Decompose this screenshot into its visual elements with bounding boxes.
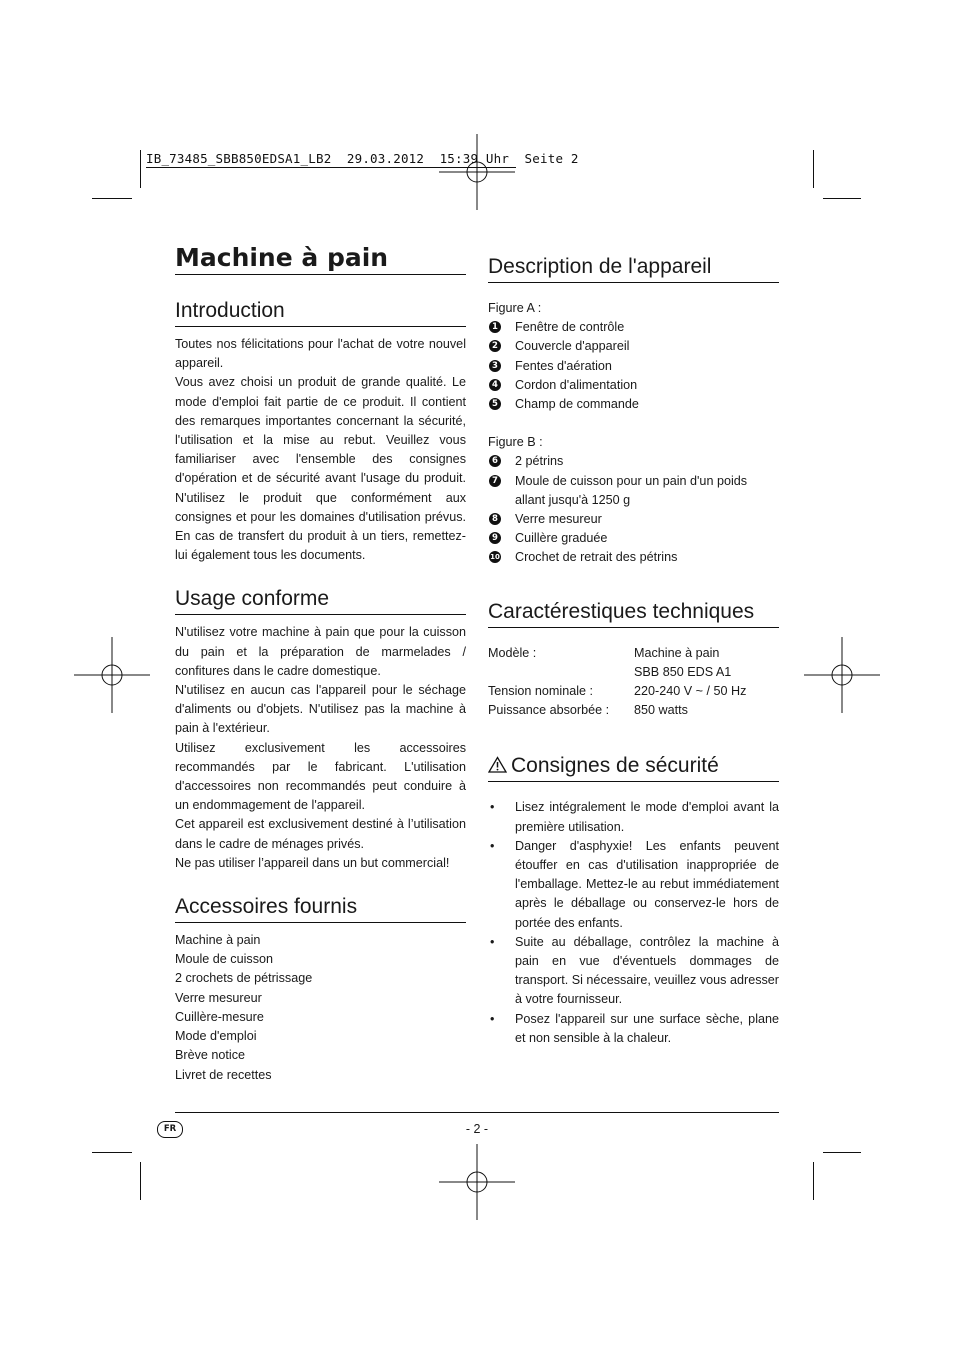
introduction-heading: Introduction [175, 297, 466, 327]
table-row [488, 663, 779, 682]
list-item: Machine à pain [175, 933, 261, 948]
crop-mark [823, 198, 861, 199]
table-row [488, 701, 779, 720]
crop-mark [140, 150, 141, 188]
list-item [488, 798, 779, 836]
crop-mark [140, 1162, 141, 1200]
table-row [488, 682, 779, 701]
safety-heading-text: Consignes de sécurité [511, 754, 719, 778]
figure-a-list [488, 318, 779, 414]
spec-value: 850 watts [634, 703, 688, 718]
usage-heading: Usage conforme [175, 585, 466, 615]
description-heading: Description de l'appareil [488, 253, 779, 283]
usage-paragraph: N'utilisez votre machine à pain que pour la cuisson du pain et la préparation de marmelades / confitures dans le cadre domestique. [175, 625, 466, 678]
bullet: • [490, 838, 495, 853]
warning-icon [488, 756, 507, 773]
spec-value: Machine à pain [634, 645, 720, 660]
usage-paragraph: Utilisez exclusivement les accessoires recommandés par le fabricant. L'utilisation d'accessoires non recommandés peut conduire à un endommagement de l'appareil. [175, 740, 466, 813]
item-text: Cordon d'alimentation [515, 377, 638, 392]
registration-mark-icon [439, 1144, 515, 1220]
introduction-body [175, 335, 466, 565]
print-slug: IB_73485_SBB850EDSA1_LB2 29.03.2012 15:39 Uhr Seite 2 [146, 151, 579, 166]
list-item: Mode d'emploi [175, 1029, 257, 1044]
number-badge: 9 [489, 532, 501, 544]
description-body [488, 299, 779, 568]
usage-paragraph: Cet appareil est exclusivement destiné à l’utilisation dans le cadre de ménages privés. [175, 817, 466, 851]
number-badge: 4 [489, 379, 501, 391]
usage-paragraph: Ne pas utiliser l’appareil dans un but commercial! [175, 855, 450, 870]
list-item: 2 crochets de pétrissage [175, 971, 313, 986]
spec-label: Modèle : [488, 645, 537, 660]
page-number: - 2 - [465, 1122, 489, 1136]
list-item: Cuillère-mesure [175, 1009, 264, 1024]
list-item: Moule de cuisson [175, 952, 274, 967]
spec-value: SBB 850 EDS A1 [634, 664, 732, 679]
introduction-paragraph: Vous avez choisi un produit de grande qualité. Le mode d'emploi fait partie de ce produit. Il contient des remarques importantes concernant la sécurité, l'utilisation et la mise au rebut. Veuillez vous familiariser avec l'ensemble des consignes d'opération et de sécurité avant l'usage du produit. N'utilisez le produit que conformément aux consignes et pour les domaines d'utilisation prévus. En cas de transfert du produit à un tiers, remettez-lui également tous les documents. [175, 375, 466, 563]
list-item [488, 529, 779, 548]
number-badge: 1 [489, 321, 501, 333]
list-item [488, 318, 779, 337]
list-item [488, 1010, 779, 1048]
list-item [488, 452, 779, 471]
specs-table [488, 644, 779, 721]
item-text: Couvercle d'appareil [515, 339, 630, 354]
crop-mark [92, 1152, 132, 1153]
list-item [488, 548, 779, 567]
list-item [488, 395, 779, 414]
crop-mark [823, 1152, 861, 1153]
figure-b-label: Figure B : [488, 435, 543, 450]
number-badge: 2 [489, 340, 501, 352]
safety-heading [488, 752, 779, 782]
language-badge: FR [157, 1121, 183, 1138]
list-item [488, 510, 779, 529]
slug-underline [146, 167, 516, 168]
item-text: Suite au déballage, contrôlez la machine à pain en vue d'éventuels dommages de transport. Si nécessaire, veuillez vous adresser à votre fournisseur. [515, 934, 779, 1007]
item-text: Champ de commande [515, 397, 639, 412]
left-column [175, 242, 466, 1085]
spec-label: Puissance absorbée : [488, 703, 610, 718]
number-badge: 8 [489, 513, 501, 525]
spec-label: Tension nominale : [488, 684, 594, 699]
accessories-list [175, 931, 466, 1085]
accessories-heading: Accessoires fournis [175, 893, 466, 923]
list-item: Livret de recettes [175, 1067, 272, 1082]
table-row [488, 644, 779, 663]
page-title: Machine à pain [175, 242, 466, 275]
crop-mark [813, 150, 814, 188]
safety-list [488, 798, 779, 1048]
item-text: Fenêtre de contrôle [515, 320, 625, 335]
registration-mark-icon [804, 637, 880, 713]
item-text: Cuillère graduée [515, 531, 608, 546]
item-text: 2 pétrins [515, 454, 564, 469]
list-item [488, 357, 779, 376]
usage-body [175, 623, 466, 873]
item-text: Lisez intégralement le mode d'emploi avant la première utilisation. [515, 800, 779, 834]
list-item [488, 337, 779, 356]
spec-label [488, 663, 634, 682]
number-badge: 5 [489, 398, 501, 410]
number-badge: 10 [490, 553, 500, 562]
bullet: • [490, 934, 495, 949]
item-text: Verre mesureur [515, 512, 602, 527]
right-column [488, 253, 779, 1048]
number-badge: 3 [489, 360, 501, 372]
list-item: Brève notice [175, 1048, 246, 1063]
bullet: • [490, 1011, 495, 1026]
figure-b-list [488, 452, 779, 567]
list-item [488, 837, 779, 933]
figure-a-label: Figure A : [488, 301, 542, 315]
item-text: Fentes d'aération [515, 358, 612, 373]
registration-mark-icon [439, 134, 515, 210]
number-badge: 7 [489, 475, 501, 487]
crop-mark [92, 198, 132, 199]
item-text: Crochet de retrait des pétrins [515, 550, 678, 565]
footer-divider [175, 1112, 779, 1113]
list-item [488, 933, 779, 1010]
item-text: Moule de cuisson pour un pain d'un poids allant jusqu'à 1250 g [515, 473, 748, 507]
usage-paragraph: N'utilisez en aucun cas l'appareil pour le séchage d'aliments ou d'objets. N'utilisez pas la machine à pain à l'extérieur. [175, 683, 466, 736]
item-text: Danger d'asphyxie! Les enfants peuvent étouffer en cas d'utilisation inappropriée de l'emballage. Mettez-le au rebut immédiatement après le déballage ou conservez-le hors de portée des enfants. [515, 838, 779, 930]
bullet: • [490, 800, 495, 815]
specs-heading: Caractérestiques techniques [488, 598, 779, 628]
item-text: Posez l'appareil sur une surface sèche, plane et non sensible à la chaleur. [515, 1011, 779, 1045]
list-item: Verre mesureur [175, 990, 262, 1005]
spec-value: 220-240 V ~ / 50 Hz [634, 684, 747, 699]
list-item [488, 472, 779, 510]
introduction-paragraph: Toutes nos félicitations pour l'achat de votre nouvel appareil. [175, 337, 466, 371]
registration-mark-icon [74, 637, 150, 713]
crop-mark [813, 1162, 814, 1200]
list-item [488, 376, 779, 395]
number-badge: 6 [489, 455, 501, 467]
